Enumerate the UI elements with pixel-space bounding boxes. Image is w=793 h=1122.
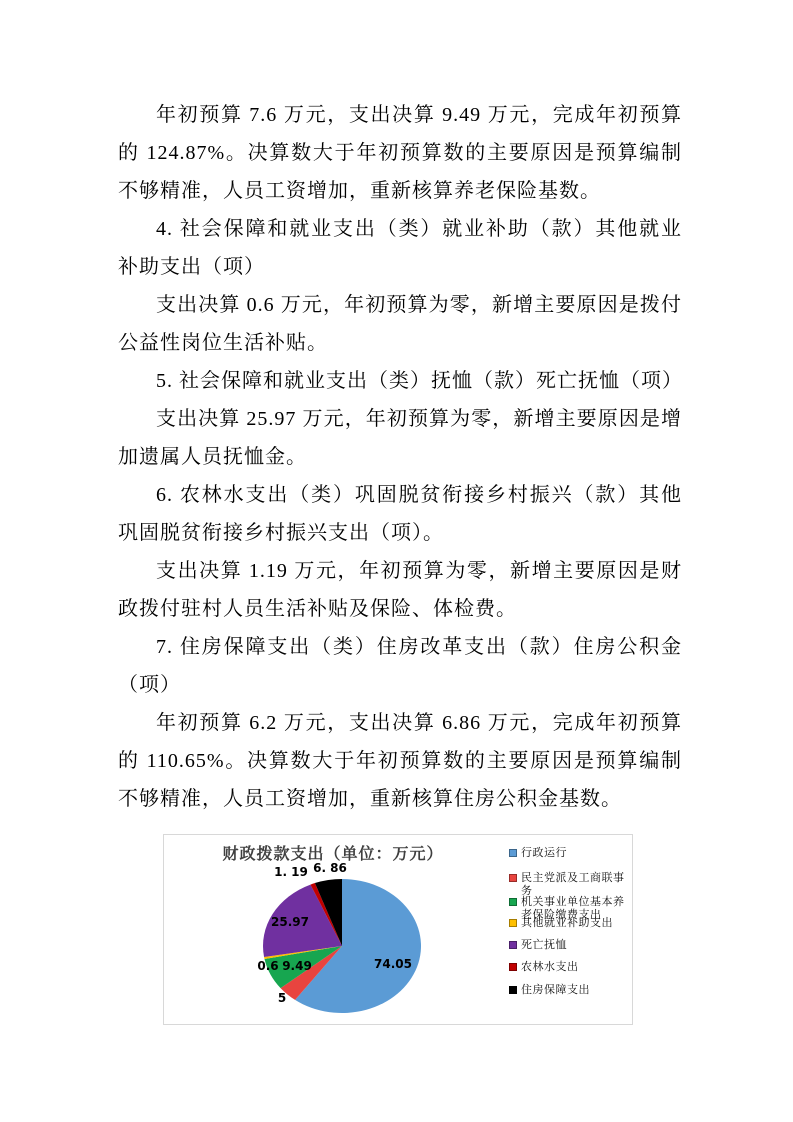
heading-item-4: 4. 社会保障和就业支出（类）就业补助（款）其他就业补助支出（项） [118,218,682,278]
paragraph-housing-fund: 年初预算 6.2 万元，支出决算 6.86 万元，完成年初预算的 110.65%。决算数大于年初预算数的主要原因是预算编制不够精准，人员工资增加，重新核算住房公积金基数。 [118,712,682,810]
legend-color-swatch-icon [509,849,517,857]
legend-item-1 [509,847,627,860]
fiscal-expenditure-pie-chart [163,834,633,1025]
chart-title: 财政拨款支出（单位：万元） [222,846,444,863]
paragraph-budget-pension: 年初预算 7.6 万元，支出决算 9.49 万元，完成年初预算的 124.87%。决算数大于年初预算数的主要原因是预算编制不够精准，人员工资增加，重新核算养老保险基数。 [118,104,682,202]
chart-legend [509,835,631,1026]
legend-color-swatch-icon [509,898,517,906]
legend-label: 民主党派及工商联事务 [521,872,625,897]
heading-item-5: 5. 社会保障和就业支出（类）抚恤（款）死亡抚恤（项） [156,370,683,392]
legend-label: 住房保障支出 [521,984,590,996]
pie-value-label-1: 74.05 [374,957,412,971]
legend-item-4 [509,917,627,930]
legend-color-swatch-icon [509,986,517,994]
legend-item-5 [509,939,627,952]
legend-item-7 [509,984,627,997]
legend-color-swatch-icon [509,919,517,927]
legend-label: 农林水支出 [521,961,579,973]
pie-value-label-2: 5 [277,991,287,1005]
legend-color-swatch-icon [509,941,517,949]
pie-value-label-7: 6. 86 [313,861,347,875]
legend-label: 其他就业补助支出 [521,917,613,929]
pie-value-label-5: 25.97 [271,915,309,929]
paragraph-death-benefit: 支出决算 25.97 万元，年初预算为零，新增主要原因是增加遗属人员抚恤金。 [118,408,682,468]
heading-item-7: 7. 住房保障支出（类）住房改革支出（款）住房公积金（项） [118,636,682,696]
pie-value-label-4: 0.6 [257,959,279,973]
heading-item-6: 6. 农林水支出（类）巩固脱贫衔接乡村振兴（款）其他巩固脱贫衔接乡村振兴支出（项）。 [118,484,682,544]
legend-color-swatch-icon [509,874,517,882]
legend-label: 死亡抚恤 [521,939,567,951]
paragraph-employment-subsidy: 支出决算 0.6 万元，年初预算为零，新增主要原因是拨付公益性岗位生活补贴。 [118,294,682,354]
legend-item-2 [509,872,627,897]
pie-value-label-6: 1. 19 [274,865,308,879]
document-body [118,96,682,818]
legend-item-6 [509,961,627,974]
legend-label: 机关事业单位基本养老保险缴费支出 [521,896,625,921]
pie-value-label-3: 9.49 [282,959,312,973]
legend-color-swatch-icon [509,963,517,971]
legend-label: 行政运行 [521,847,567,859]
paragraph-rural-support: 支出决算 1.19 万元，年初预算为零，新增主要原因是财政拨付驻村人员生活补贴及保险、体检费。 [118,560,682,620]
